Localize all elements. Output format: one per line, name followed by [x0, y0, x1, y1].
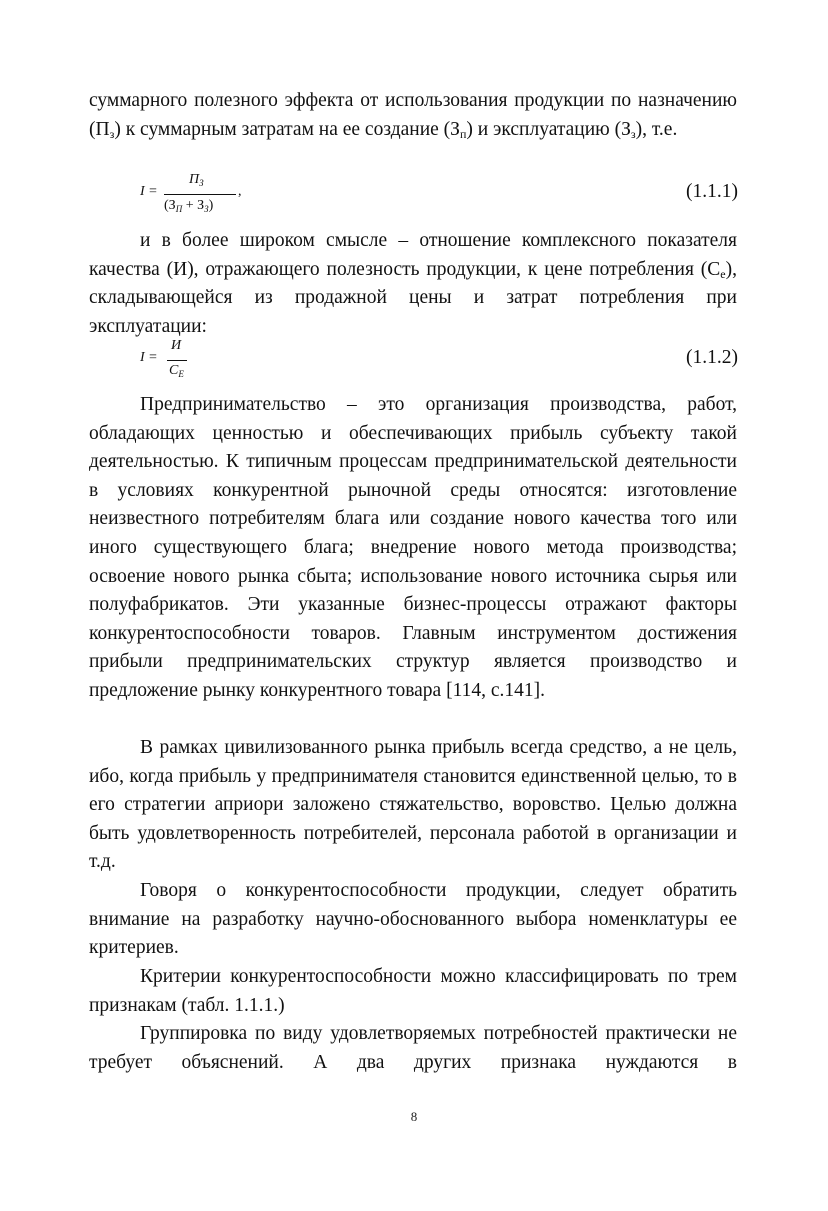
formula-denominator — [164, 198, 213, 214]
paragraph-text: и в более широком смысле – отношение комплексного показателя качества (И), отражающего полезность продукции, к цене потребления (С — [89, 230, 737, 280]
fraction-bar — [167, 360, 187, 361]
paragraph-text: ), складывающейся из продажной цены и затрат потребления при эксплуатации: — [89, 258, 737, 337]
denominator-subscript: П — [175, 204, 183, 214]
formula-comma: , — [238, 184, 242, 199]
paragraph-text: ) и эксплуатацию (З — [466, 118, 631, 140]
paragraph-text: ), т.е. — [635, 118, 678, 140]
formula-lhs: I = — [140, 184, 158, 199]
paragraph-text: ) к суммарным затратам на ее создание (З — [114, 118, 460, 140]
paragraph-intro — [89, 87, 737, 144]
paragraph-criteria: Критерии конкурентоспособности можно классифицировать по трем признакам (табл. 1.1.1.) — [89, 966, 737, 1016]
denominator-plus: + З — [185, 198, 205, 213]
denominator-subscript: З — [204, 204, 209, 214]
paragraph-text: суммарного полезного эффекта от использования продукции по назначению (П — [89, 90, 737, 140]
denominator-subscript: E — [178, 369, 184, 379]
subscript: з — [630, 126, 636, 141]
fraction-bar — [164, 194, 236, 195]
formula-1-1-2 — [140, 340, 210, 380]
equation-number: (1.1.1) — [686, 181, 738, 202]
page-number: 8 — [410, 1109, 418, 1124]
paragraph-market: В рамках цивилизованного рынка прибыль всегда средство, а не цель, ибо, когда прибыль у предпринимателя становится единственной целью, то в его стратегии априори заложено стяжательство, воровство. Целью должна быть удовлетворенность потребителей, персонала работой в организации и т.д. — [89, 737, 737, 873]
denominator-symbol: C — [169, 363, 179, 378]
formula-numerator — [189, 172, 204, 188]
denominator-open: (З — [164, 198, 176, 213]
formula-lhs: I = — [140, 350, 158, 365]
formula-1-1-1 — [140, 174, 260, 214]
equation-number: (1.1.2) — [686, 347, 738, 368]
denominator-close: ) — [208, 198, 214, 213]
paragraph-grouping: Группировка по виду удовлетворяемых потребностей практически не требует объяснений. А два других признака нуждаются в — [89, 1023, 737, 1073]
numerator-symbol: П — [189, 172, 200, 187]
subscript: з — [109, 126, 115, 141]
subscript: е — [720, 266, 726, 281]
paragraph-entrepreneurship: Предпринимательство – это организация производства, работ, обладающих ценностью и обеспечивающих прибыль субъекту такой деятельностью. К типичным процессам предпринимательской деятельности в условиях конкурентной рыночной среды относятся: изготовление неизвестного потребителям блага или создание нового качества того или иного существующего блага; внедрение нового метода производства; освоение нового рынка сбыта; использование нового источника сырья или полуфабрикатов. Эти указанные бизнес-процессы отражают факторы конкурентоспособности товаров. Главным инструментом достижения прибыли предпринимательских структур является производство и предложение рынку конкурентного товара [114, с.141]. — [89, 394, 737, 701]
subscript: п — [459, 126, 467, 141]
numerator-subscript: З — [199, 178, 204, 188]
paragraph-broad — [89, 227, 737, 341]
formula-denominator — [169, 363, 184, 379]
paragraph-competitiveness: Говоря о конкурентоспособности продукции, следует обратить внимание на разработку научно-обоснованного выбора номенклатуры ее критериев. — [89, 880, 737, 959]
formula-numerator: И — [171, 338, 182, 353]
